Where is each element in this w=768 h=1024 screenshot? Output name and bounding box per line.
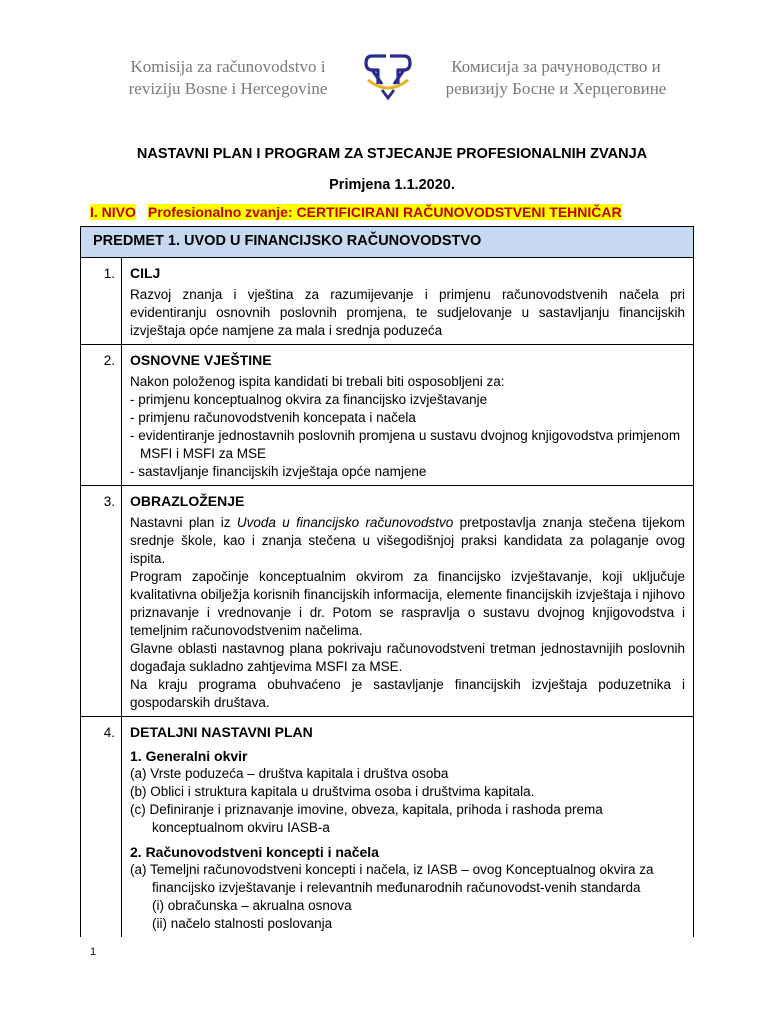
- predmet-row: [81, 227, 694, 258]
- section-title: OSNOVNE VJEŠTINE: [130, 352, 272, 368]
- list-item: (a) Vrste poduzeća – društva kapitala i društva osoba: [130, 766, 449, 781]
- list-item: - primjenu računovodstvenih koncepata i načela: [130, 410, 416, 425]
- sub-list-item: (ii) načelo stalnosti poslovanja: [152, 916, 333, 931]
- header-left-line1: Komisija za računovodstvo i: [130, 57, 326, 76]
- section-content: [122, 258, 694, 345]
- list-item: - evidentiranje jednostavnih poslovnih promjena u sustavu dvojnog knjigovodstva primjenom MSFI i MSFI za MSE: [130, 428, 681, 461]
- header-left-latin: [108, 56, 348, 100]
- document-title: NASTAVNI PLAN I PROGRAM ZA STJECANJE PROFESIONALNIH ZVANJA: [136, 146, 648, 162]
- section-number: 2.: [81, 345, 122, 486]
- section-title: CILJ: [130, 265, 161, 281]
- section-content: [122, 717, 694, 938]
- section-text: Razvoj znanja i vještina za razumijevanje i primjenu računovodstvenih načela pri evidentiranju osnovnih poslovnih promjena, te sudjelovanje u sastavljanju financijskih izvještaja opće namjene za mala i srednja poduzeća: [130, 287, 685, 338]
- section-row-vjestine: [81, 345, 694, 486]
- header-right-cyrillic: [426, 56, 686, 100]
- section-content: [122, 486, 694, 717]
- level-line: [90, 204, 622, 220]
- predmet-title: PREDMET 1. UVOD U FINANCIJSKO RAČUNOVODSTVO: [81, 227, 694, 258]
- header-left-line2: reviziju Bosne i Hercegovine: [128, 79, 328, 98]
- list-item: - sastavljanje financijskih izvještaja opće namjene: [130, 464, 427, 479]
- section-intro: Nakon položenog ispita kandidati bi trebali biti osposobljeni za:: [130, 374, 505, 389]
- header-right-line1: Комисија за рачуноводство и: [451, 57, 661, 76]
- paragraph-text: pretpostavlja znanja stečena tijekom srednje škole, kao i znanja stečena u višegodišnjoj praksi kandidata za polaganje ovog ispita.: [130, 515, 685, 566]
- section-title: OBRAZLOŽENJE: [130, 493, 245, 509]
- section-paragraph: Program započinje konceptualnim okvirom za financijsko izvještavanje, koji uključuje kvalitativna obilježja korisnih financijskih informacija, elemente financijskih izvještaja i njihovo priznavanje i vrednovanje i dr. Potom se raspravlja o sustavu dvojnog knjigovodstva i temeljnim računovodstvenim načelima.: [130, 569, 685, 638]
- section-paragraph: Glavne oblasti nastavnog plana pokrivaju računovodstveni tretman jednostavnijih poslovnih događaja sukladno zahtjevima MSFI za MSE.: [130, 641, 685, 674]
- subsection-heading: 1. Generalni okvir: [130, 748, 248, 764]
- list-item: (a) Temeljni računovodstveni koncepti i načela, iz IASB – ovog Konceptualnog okvira za financijsko izvještavanje i relevantnih međunarodnih računovodst-venih standarda: [130, 862, 654, 895]
- document-header: [0, 48, 768, 108]
- section-content: [122, 345, 694, 486]
- header-right-line2: ревизију Босне и Херцеговине: [445, 79, 667, 98]
- section-row-obrazlozenje: [81, 486, 694, 717]
- section-number: 4.: [81, 717, 122, 938]
- page-number: 1: [90, 946, 97, 958]
- paragraph-italic: Uvoda u financijsko računovodstvo: [236, 515, 454, 530]
- curriculum-table: [80, 226, 694, 937]
- section-row-cilj: [81, 258, 694, 345]
- sub-list-item: (i) obračunska – akrualna osnova: [152, 898, 352, 913]
- section-number: 1.: [81, 258, 122, 345]
- document-subtitle: Primjena 1.1.2020.: [329, 177, 455, 193]
- section-number: 3.: [81, 486, 122, 717]
- level-profession: Profesionalno zvanje: CERTIFICIRANI RAČUNOVODSTVENI TEHNIČAR: [147, 204, 622, 220]
- list-item: (c) Definiranje i priznavanje imovine, obveza, kapitala, prihoda i rashoda prema konceptualnom okviru IASB-a: [130, 802, 603, 835]
- subsection-heading: 2. Računovodstveni koncepti i načela: [130, 844, 379, 860]
- paragraph-text: Nastavni plan iz: [130, 515, 237, 530]
- section-title: DETALJNI NASTAVNI PLAN: [130, 724, 313, 740]
- list-item: (b) Oblici i struktura kapitala u društvima osoba i društvima kapitala.: [130, 784, 535, 799]
- level-label: I. NIVO: [90, 204, 136, 220]
- list-item: - primjenu konceptualnog okvira za financijsko izvještavanje: [130, 392, 488, 407]
- section-paragraph: [130, 514, 685, 568]
- section-paragraph: Na kraju programa obuhvaćeno je sastavljanje financijskih izvještaja poduzetnika i gospodarskih društava.: [130, 677, 685, 710]
- section-row-plan: [81, 717, 694, 938]
- rk-logo-icon: [364, 50, 412, 102]
